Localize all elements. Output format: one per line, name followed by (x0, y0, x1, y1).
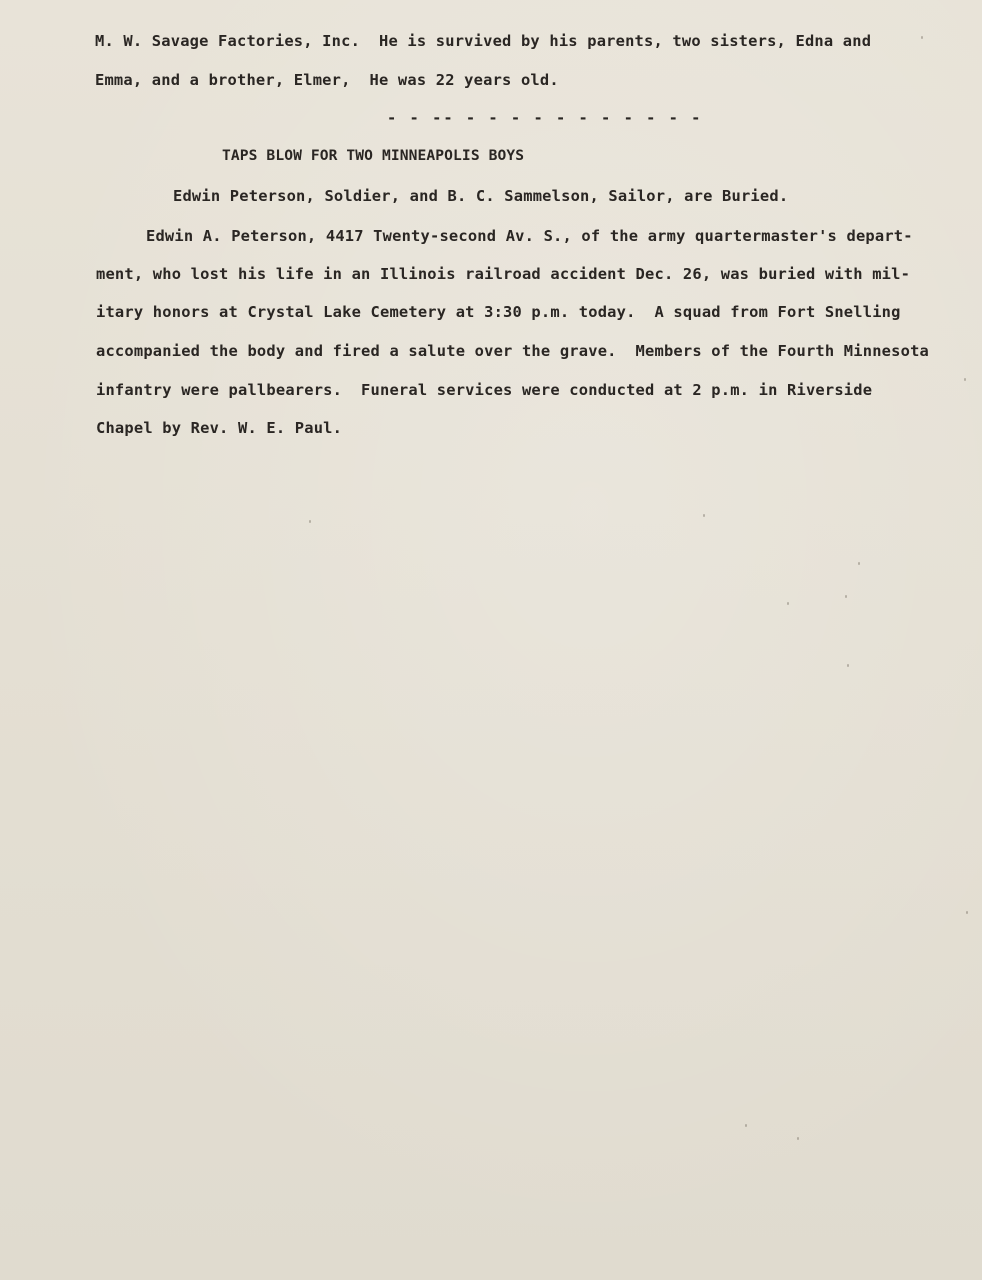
article-body-line-6: Chapel by Rev. W. E. Paul. (96, 419, 343, 437)
paper-speck (703, 514, 705, 517)
paper-speck (964, 378, 966, 381)
paper-speck (787, 602, 789, 605)
article-body-line-3: itary honors at Crystal Lake Cemetery at 3:30 p.m. today. A squad from Fort Snelling (96, 303, 901, 321)
article-body-line-2: ment, who lost his life in an Illinois railroad accident Dec. 26, was buried with mil- (96, 265, 911, 283)
section-divider: - - -- - - - - - - - - - - - (387, 109, 703, 127)
paper-speck (797, 1137, 799, 1140)
article-headline: TAPS BLOW FOR TWO MINNEAPOLIS BOYS (222, 147, 525, 164)
paper-speck (847, 664, 849, 667)
paper-speck (745, 1124, 747, 1127)
previous-item-line-2: Emma, and a brother, Elmer, He was 22 years old. (95, 71, 559, 89)
paper-speck (845, 595, 847, 598)
paper-speck (858, 562, 860, 565)
article-subheadline: Edwin Peterson, Soldier, and B. C. Sammelson, Sailor, are Buried. (173, 187, 789, 205)
article-body-line-5: infantry were pallbearers. Funeral services were conducted at 2 p.m. in Riverside (96, 381, 873, 399)
article-body-line-4: accompanied the body and fired a salute over the grave. Members of the Fourth Minnesota (96, 342, 930, 360)
paper-speck (309, 520, 311, 523)
article-body-line-1: Edwin A. Peterson, 4417 Twenty-second Av. S., of the army quartermaster's depart- (146, 227, 913, 245)
previous-item-line-1: M. W. Savage Factories, Inc. He is survived by his parents, two sisters, Edna and (95, 32, 872, 50)
paper-speck (921, 36, 923, 39)
paper-speck (966, 911, 968, 914)
